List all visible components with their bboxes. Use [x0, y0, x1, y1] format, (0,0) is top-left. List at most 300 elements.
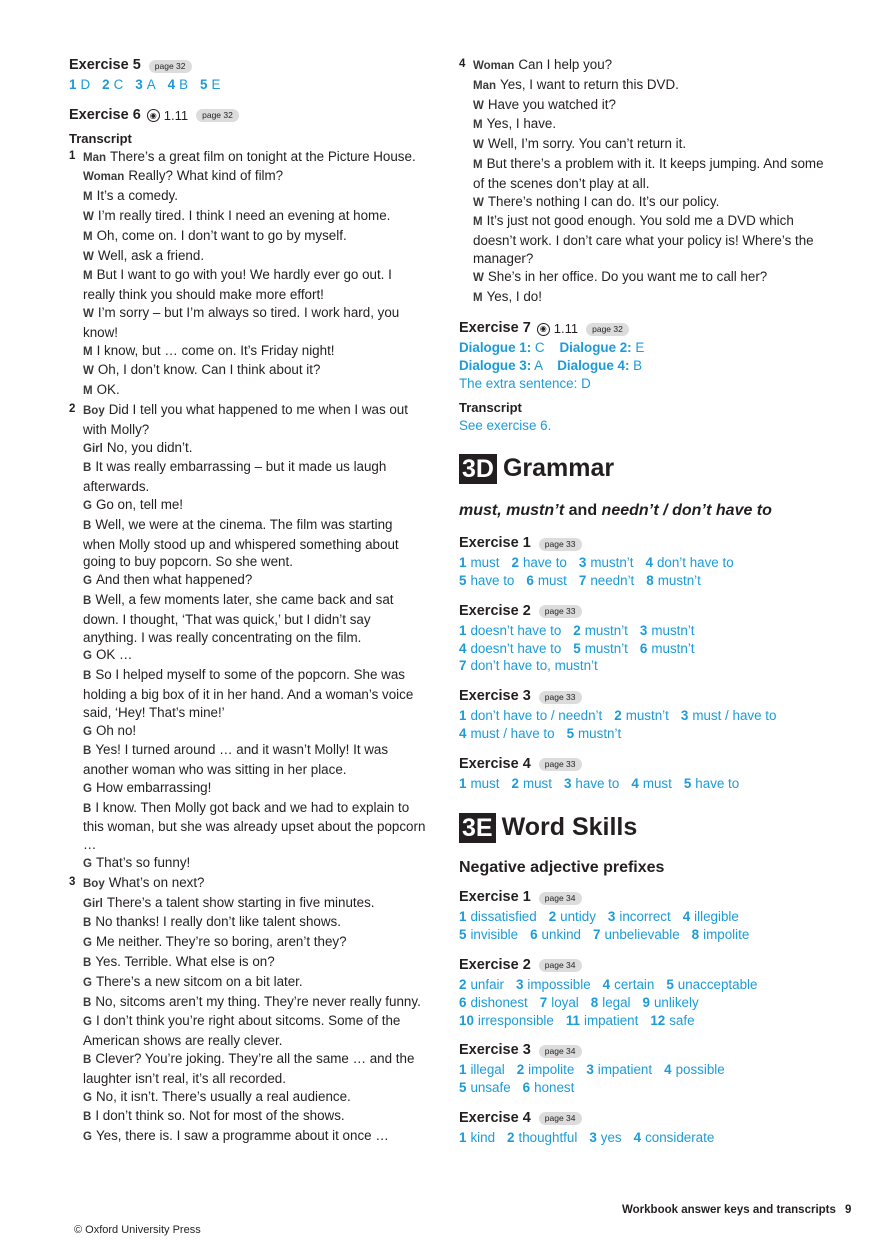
- dialogue-line: [83, 973, 427, 993]
- answer-row: [459, 1129, 829, 1147]
- answer-item: [646, 555, 734, 570]
- transcript-dialogues: [69, 148, 427, 1147]
- answer-row: [459, 994, 829, 1012]
- line-text: That’s so funny!: [95, 855, 191, 871]
- dialogue-line: [83, 913, 427, 933]
- answer-row: [459, 572, 829, 590]
- dialogue-1: [69, 148, 427, 401]
- answer-text: C: [113, 77, 124, 92]
- answer-text: loyal: [551, 994, 579, 1010]
- speaker-label: Woman: [83, 171, 125, 184]
- exercise-5-answers: [69, 76, 427, 94]
- exercise-answers: [459, 554, 829, 590]
- speaker-label: Man: [83, 151, 106, 164]
- answer-item: [200, 77, 220, 92]
- dialogue-3: [69, 874, 427, 1147]
- dialogue-line: [83, 1127, 427, 1147]
- answer-item: [631, 776, 671, 791]
- line-text: No, you didn’t.: [106, 439, 193, 455]
- speaker-label: B: [83, 594, 92, 607]
- line-text: No thanks! I really don’t like talent shows.: [95, 914, 341, 930]
- dialogue-line: [83, 933, 427, 953]
- line-text: Well, I’m sorry. You can’t return it.: [487, 136, 687, 152]
- line-text: And then what happened?: [95, 572, 253, 588]
- dialogue-line: [83, 207, 427, 227]
- page-badge: page 34: [539, 892, 582, 905]
- answer-row: [459, 640, 829, 658]
- track-number: 1.11: [553, 321, 579, 337]
- answer-number: 1: [459, 1062, 467, 1078]
- transcript-label: Transcript: [69, 130, 132, 146]
- answer-number: 3: [515, 976, 524, 992]
- answer-item: [666, 977, 757, 992]
- dialogue-line: [83, 401, 427, 439]
- answer-item: [650, 1013, 694, 1028]
- exercise-heading: [459, 1109, 829, 1129]
- dialogue-line: [473, 76, 829, 96]
- answer-number: 1: [459, 622, 467, 638]
- answer-number: 1: [459, 775, 467, 791]
- answer-text: must: [522, 775, 552, 791]
- section-3d-header: [459, 452, 829, 486]
- answer-number: 5: [683, 775, 692, 791]
- speaker-label: B: [83, 745, 92, 758]
- line-text: Me neither. They’re so boring, aren’t they?: [95, 934, 347, 950]
- answer-row: [459, 657, 829, 675]
- speaker-label: G: [83, 725, 92, 738]
- answer-text: needn’t: [590, 572, 635, 588]
- sub-neednt: needn’t / don’t have to: [601, 502, 772, 520]
- line-text: There’s a talent show starting in five minutes.: [106, 894, 375, 910]
- answer-number: 3: [586, 1062, 594, 1078]
- answer-number: 6: [526, 572, 534, 588]
- answer-text: mustn’t: [651, 640, 695, 656]
- line-text: Well, a few moments later, she came back and sat down. I thought, ‘That was quick,’ but I didn’t say anything. I was really concentrating on the film.: [83, 591, 394, 645]
- answer-text: illegible: [694, 909, 739, 925]
- answer-item: [459, 708, 602, 723]
- dialogue-line: [83, 1050, 427, 1088]
- exercise-heading: [459, 1041, 829, 1061]
- answer-item: [523, 1080, 575, 1095]
- dialogue-label: Dialogue 1:: [459, 340, 532, 356]
- answer-number: 11: [565, 1012, 580, 1028]
- answer-row: [459, 725, 829, 743]
- answer-number: 2: [507, 1129, 515, 1145]
- answer-text: mustn’t: [584, 622, 628, 638]
- answer-text: mustn’t: [590, 555, 634, 571]
- answer-text: don’t have to, mustn’t: [470, 658, 598, 674]
- left-column: [69, 56, 427, 1147]
- answer-item: [684, 776, 739, 791]
- speaker-label: W: [83, 307, 94, 320]
- answer-text: unkind: [541, 927, 582, 943]
- line-text: Oh no!: [95, 722, 137, 738]
- exercise-6-heading: [69, 106, 427, 126]
- line-text: She’s in her office. Do you want me to call her?: [487, 268, 768, 284]
- answer-item: [459, 1080, 511, 1095]
- speaker-label: G: [83, 858, 92, 871]
- exercise-title: Exercise 1: [459, 889, 531, 906]
- speaker-label: M: [83, 270, 93, 283]
- exercise-7-heading: [459, 319, 829, 339]
- answer-text: doesn’t have to: [470, 622, 562, 638]
- answer-number: 5: [573, 640, 581, 656]
- transcript-label: Transcript: [459, 399, 522, 415]
- answer-item: [511, 776, 551, 791]
- line-text: Yes, there is. I saw a programme about it once …: [95, 1128, 389, 1144]
- answer-item: [564, 776, 619, 791]
- exercise-title: Exercise 4: [459, 755, 531, 772]
- answer-item: [459, 1130, 495, 1145]
- answer-number: 3: [135, 77, 143, 92]
- line-text: Go on, tell me!: [95, 496, 184, 512]
- sub-and: and: [568, 502, 598, 520]
- answer-number: 5: [459, 927, 467, 943]
- dialogue-line: [83, 516, 427, 571]
- answer-row: [459, 908, 829, 926]
- answer-item: [573, 641, 628, 656]
- exercise-5-heading: [69, 56, 427, 76]
- answer-row: [459, 622, 829, 640]
- line-text: Really? What kind of film?: [128, 168, 284, 184]
- dialogue-line: [83, 361, 427, 381]
- dialogue-line: [83, 854, 427, 874]
- dialogue-line: [83, 247, 427, 267]
- answer-text: mustn’t: [578, 725, 622, 741]
- answer-text: must / have to: [470, 725, 555, 741]
- answer-number: 6: [522, 1080, 531, 1096]
- answer-number: 2: [102, 77, 110, 92]
- dialogue-line: [473, 135, 829, 155]
- answer-number: 4: [682, 909, 691, 925]
- exercise-answers: [459, 775, 829, 793]
- speaker-label: M: [473, 119, 483, 132]
- dialogue-line: [473, 288, 829, 308]
- dialogue-line: [83, 779, 427, 799]
- line-text: Yes! I turned around … and it wasn’t Molly! It was another woman who was sitting in her place.: [83, 742, 389, 778]
- audio-cd-icon: ◉: [537, 323, 550, 336]
- answer-text: safe: [669, 1012, 695, 1028]
- speaker-label: Woman: [473, 60, 515, 72]
- page-badge: page 34: [539, 1112, 582, 1125]
- answer-text: have to: [575, 775, 620, 791]
- speaker-label: M: [473, 158, 483, 171]
- sub-must: must,: [459, 502, 502, 520]
- answer-text: impolite: [528, 1062, 575, 1078]
- answer-number: 1: [459, 708, 467, 724]
- speaker-label: B: [83, 670, 92, 683]
- exercise-7-answers: [459, 339, 829, 392]
- answer-item: [664, 1062, 725, 1077]
- dialogue-line: [83, 439, 427, 459]
- line-text: Clever? You’re joking. They’re all the same … and the laughter isn’t real, it’s all recorded.: [83, 1051, 415, 1086]
- line-text: So I helped myself to some of the popcorn. She was holding a big box of it in her hand. And a woman’s voice said, ‘Hey! That’s mine!’: [83, 667, 414, 720]
- answer-item: [579, 555, 634, 570]
- answer-number: 3: [578, 555, 587, 571]
- dialogue-line: [83, 1088, 427, 1108]
- grammar-subheading: [459, 502, 829, 520]
- speaker-label: W: [83, 250, 94, 263]
- answer-text: mustn’t: [657, 572, 701, 588]
- dialogue-line: [83, 741, 427, 779]
- line-text: Oh, come on. I don’t want to go by myself.: [96, 227, 347, 243]
- dialogue-line: [83, 187, 427, 207]
- answer-row: [459, 976, 829, 994]
- answer-item: [681, 708, 777, 723]
- answer-text: kind: [470, 1129, 496, 1145]
- answer-item: [459, 1062, 505, 1077]
- answer-item: [540, 995, 579, 1010]
- answer-item: [459, 776, 499, 791]
- answer-number: 3: [639, 622, 648, 638]
- answer-number: 2: [614, 708, 622, 724]
- answer-number: 10: [459, 1012, 474, 1028]
- line-text: What’s on next?: [108, 874, 205, 890]
- answer-text: thoughtful: [518, 1129, 578, 1145]
- answer-item: [643, 995, 699, 1010]
- answer-item: [614, 708, 669, 723]
- answer-item: [573, 623, 628, 638]
- line-text: I don’t think you’re right about sitcoms. Some of the American shows are really clever.: [83, 1013, 401, 1049]
- answer-number: 1: [69, 77, 77, 92]
- see-exercise-reference: See exercise 6.: [459, 417, 552, 433]
- answer-item: [567, 726, 622, 741]
- answer-text: unfair: [470, 976, 504, 992]
- dialogue-line: [83, 381, 427, 401]
- dialogue-label: Dialogue 4:: [557, 358, 630, 374]
- exercise-heading: [459, 888, 829, 908]
- answer-item: [608, 909, 671, 924]
- dialogue-line: [83, 591, 427, 646]
- answer-text: don’t have to / needn’t: [470, 708, 603, 724]
- answer-text: D: [80, 77, 91, 92]
- audio-cd-icon: ◉: [147, 109, 160, 122]
- answer-row: [459, 926, 829, 944]
- answer-item: [530, 927, 581, 942]
- speaker-label: W: [473, 139, 484, 152]
- answer-row: [459, 357, 829, 375]
- answer-number: 5: [459, 572, 467, 588]
- answer-number: 5: [566, 725, 575, 741]
- section-3e-header: [459, 811, 829, 845]
- answer-number: 5: [666, 976, 674, 992]
- answer-text: certain: [614, 976, 655, 992]
- speaker-label: Boy: [83, 877, 105, 890]
- page-badge: page 34: [539, 1045, 582, 1058]
- answer-item: [549, 909, 596, 924]
- answer-item: [102, 77, 123, 92]
- page-badge: page 32: [149, 60, 192, 73]
- speaker-label: B: [83, 1054, 92, 1067]
- answer-number: 1: [459, 555, 467, 571]
- exercise-answers: [459, 622, 829, 675]
- dialogue-line: [83, 266, 427, 304]
- line-text: Have you watched it?: [487, 96, 616, 112]
- line-text: There’s nothing I can do. It’s our policy.: [487, 193, 720, 209]
- answer-number: 2: [573, 622, 581, 638]
- answer-item: [459, 995, 528, 1010]
- exercise-heading: [459, 602, 829, 622]
- answer-item: [591, 995, 631, 1010]
- answer-number: 8: [646, 572, 654, 588]
- dialogue-line: [83, 167, 427, 187]
- speaker-label: B: [83, 996, 92, 1009]
- dialogue-number: 2: [69, 402, 76, 415]
- answer-number: 4: [664, 1062, 672, 1078]
- answer-item: [640, 641, 695, 656]
- exercise-heading: [459, 534, 829, 554]
- page-badge: page 34: [539, 959, 582, 972]
- answer-text: E: [635, 340, 645, 356]
- line-text: It’s just not good enough. You sold me a DVD which doesn’t work. I don’t care what your policy is! Where’s the manager?: [473, 213, 814, 266]
- dialogue-line: [83, 666, 427, 721]
- answer-text: don’t have to: [656, 555, 734, 571]
- answer-number: 2: [511, 775, 519, 791]
- line-text: It was really embarrassing – but it made us laugh afterwards.: [83, 459, 387, 495]
- line-text: No, it isn’t. There’s usually a real audience.: [95, 1088, 351, 1104]
- speaker-label: G: [83, 782, 92, 795]
- answer-text: mustn’t: [584, 640, 628, 656]
- exercise-answers: [459, 1061, 829, 1097]
- answer-item: [640, 623, 695, 638]
- word-skills-subheading: Negative adjective prefixes: [459, 858, 665, 876]
- answer-number: 7: [539, 994, 548, 1010]
- speaker-label: M: [83, 191, 93, 204]
- line-text: Oh, I don’t know. Can I think about it?: [97, 362, 321, 378]
- answer-item: [459, 1013, 554, 1028]
- answer-number: 6: [639, 640, 648, 656]
- dialogue-line: [83, 496, 427, 516]
- answer-number: 12: [650, 1012, 666, 1028]
- dialogue-line: [83, 722, 427, 742]
- sub-mustnt: mustn’t: [506, 502, 565, 520]
- answer-item: [589, 1130, 621, 1145]
- answer-item: [634, 1130, 715, 1145]
- speaker-label: M: [473, 216, 483, 229]
- speaker-label: B: [83, 917, 92, 930]
- exercise-title: Exercise 3: [459, 688, 531, 705]
- answer-text: must: [470, 555, 500, 571]
- page-number: 9: [845, 1204, 852, 1216]
- exercise-title: Exercise 7: [459, 320, 531, 337]
- answer-number: 5: [200, 77, 208, 92]
- speaker-label: B: [83, 1111, 92, 1124]
- answer-text: impatient: [597, 1062, 653, 1078]
- answer-text: have to: [695, 775, 740, 791]
- dialogue-number: 1: [69, 149, 76, 162]
- line-text: I know. Then Molly got back and we had to explain to this woman, but she was already upset about the popcorn …: [83, 799, 426, 853]
- line-text: Yes, I have.: [486, 116, 557, 132]
- footer-title: Workbook answer keys and transcripts: [622, 1204, 836, 1216]
- line-text: Yes, I do!: [486, 288, 542, 304]
- answer-text: impossible: [527, 976, 591, 992]
- answer-number: 7: [578, 572, 587, 588]
- section-3d-exercises: [459, 534, 829, 792]
- speaker-label: G: [83, 650, 92, 663]
- speaker-label: M: [473, 291, 483, 304]
- answer-item: [459, 573, 514, 588]
- answer-item: [593, 927, 680, 942]
- line-text: I know, but … come on. It’s Friday night!: [96, 342, 335, 358]
- answer-item: [516, 977, 591, 992]
- answer-text: mustn’t: [625, 708, 669, 724]
- answer-number: 4: [633, 1129, 642, 1145]
- answer-row: [459, 775, 829, 793]
- speaker-label: G: [83, 1016, 92, 1029]
- exercise-title: Exercise 4: [459, 1109, 531, 1126]
- answer-number: 8: [590, 994, 599, 1010]
- answer-item: [507, 1130, 577, 1145]
- answer-text: unacceptable: [677, 976, 758, 992]
- answer-text: doesn’t have to: [470, 640, 562, 656]
- dialogue-line: [83, 874, 427, 894]
- answer-number: 8: [691, 927, 700, 943]
- answer-number: 4: [459, 640, 467, 656]
- right-column: [459, 56, 829, 1147]
- answer-number: 4: [167, 77, 176, 92]
- answer-text: B: [179, 77, 189, 92]
- dialogue-line: [473, 193, 829, 213]
- answer-number: 4: [631, 775, 639, 791]
- dialogue-2: [69, 401, 427, 874]
- answer-item: [459, 623, 561, 638]
- answer-number: 7: [459, 658, 467, 674]
- extra-sentence: The extra sentence: D: [459, 375, 591, 391]
- answer-text: honest: [534, 1080, 575, 1096]
- answer-number: 6: [530, 927, 538, 943]
- line-text: There’s a new sitcom on a bit later.: [95, 973, 303, 989]
- answer-item: [459, 658, 598, 673]
- answer-item: [603, 977, 655, 992]
- answer-number: 9: [642, 994, 650, 1010]
- track-number: 1.11: [163, 107, 189, 123]
- page-badge: page 33: [539, 605, 582, 618]
- answer-text: impolite: [703, 927, 750, 943]
- answer-text: legal: [602, 994, 631, 1010]
- answer-number: 3: [563, 775, 572, 791]
- answer-row: [459, 707, 829, 725]
- dialogue-line: [83, 458, 427, 496]
- answer-item: [168, 77, 188, 92]
- answer-text: unbelievable: [604, 927, 680, 943]
- answer-text: C: [534, 340, 545, 356]
- speaker-label: W: [83, 210, 94, 223]
- answer-text: yes: [600, 1129, 622, 1145]
- copyright: © Oxford University Press: [74, 1224, 201, 1236]
- dialogue-line: [83, 304, 427, 342]
- answer-item: [579, 573, 634, 588]
- page-badge: page 32: [586, 323, 629, 336]
- speaker-label: W: [473, 271, 484, 284]
- speaker-label: M: [83, 230, 93, 243]
- speaker-label: Girl: [83, 897, 103, 910]
- speaker-label: M: [83, 345, 93, 358]
- speaker-label: G: [83, 499, 92, 512]
- answer-text: untidy: [560, 909, 596, 925]
- speaker-label: G: [83, 937, 92, 950]
- exercise-title: Exercise 3: [459, 1042, 531, 1059]
- dialogue-label: Dialogue 2:: [559, 340, 632, 356]
- answer-text: B: [633, 358, 643, 374]
- exercise-answers: [459, 1129, 829, 1147]
- dialogue-line: [83, 571, 427, 591]
- line-text: But I want to go with you! We hardly ever go out. I really think you should make more effort!: [83, 267, 392, 303]
- dialogue-line: [83, 953, 427, 973]
- answer-text: considerate: [645, 1129, 715, 1145]
- line-text: OK.: [96, 382, 120, 398]
- answer-item: [526, 573, 566, 588]
- dialogue-line: [83, 1012, 427, 1050]
